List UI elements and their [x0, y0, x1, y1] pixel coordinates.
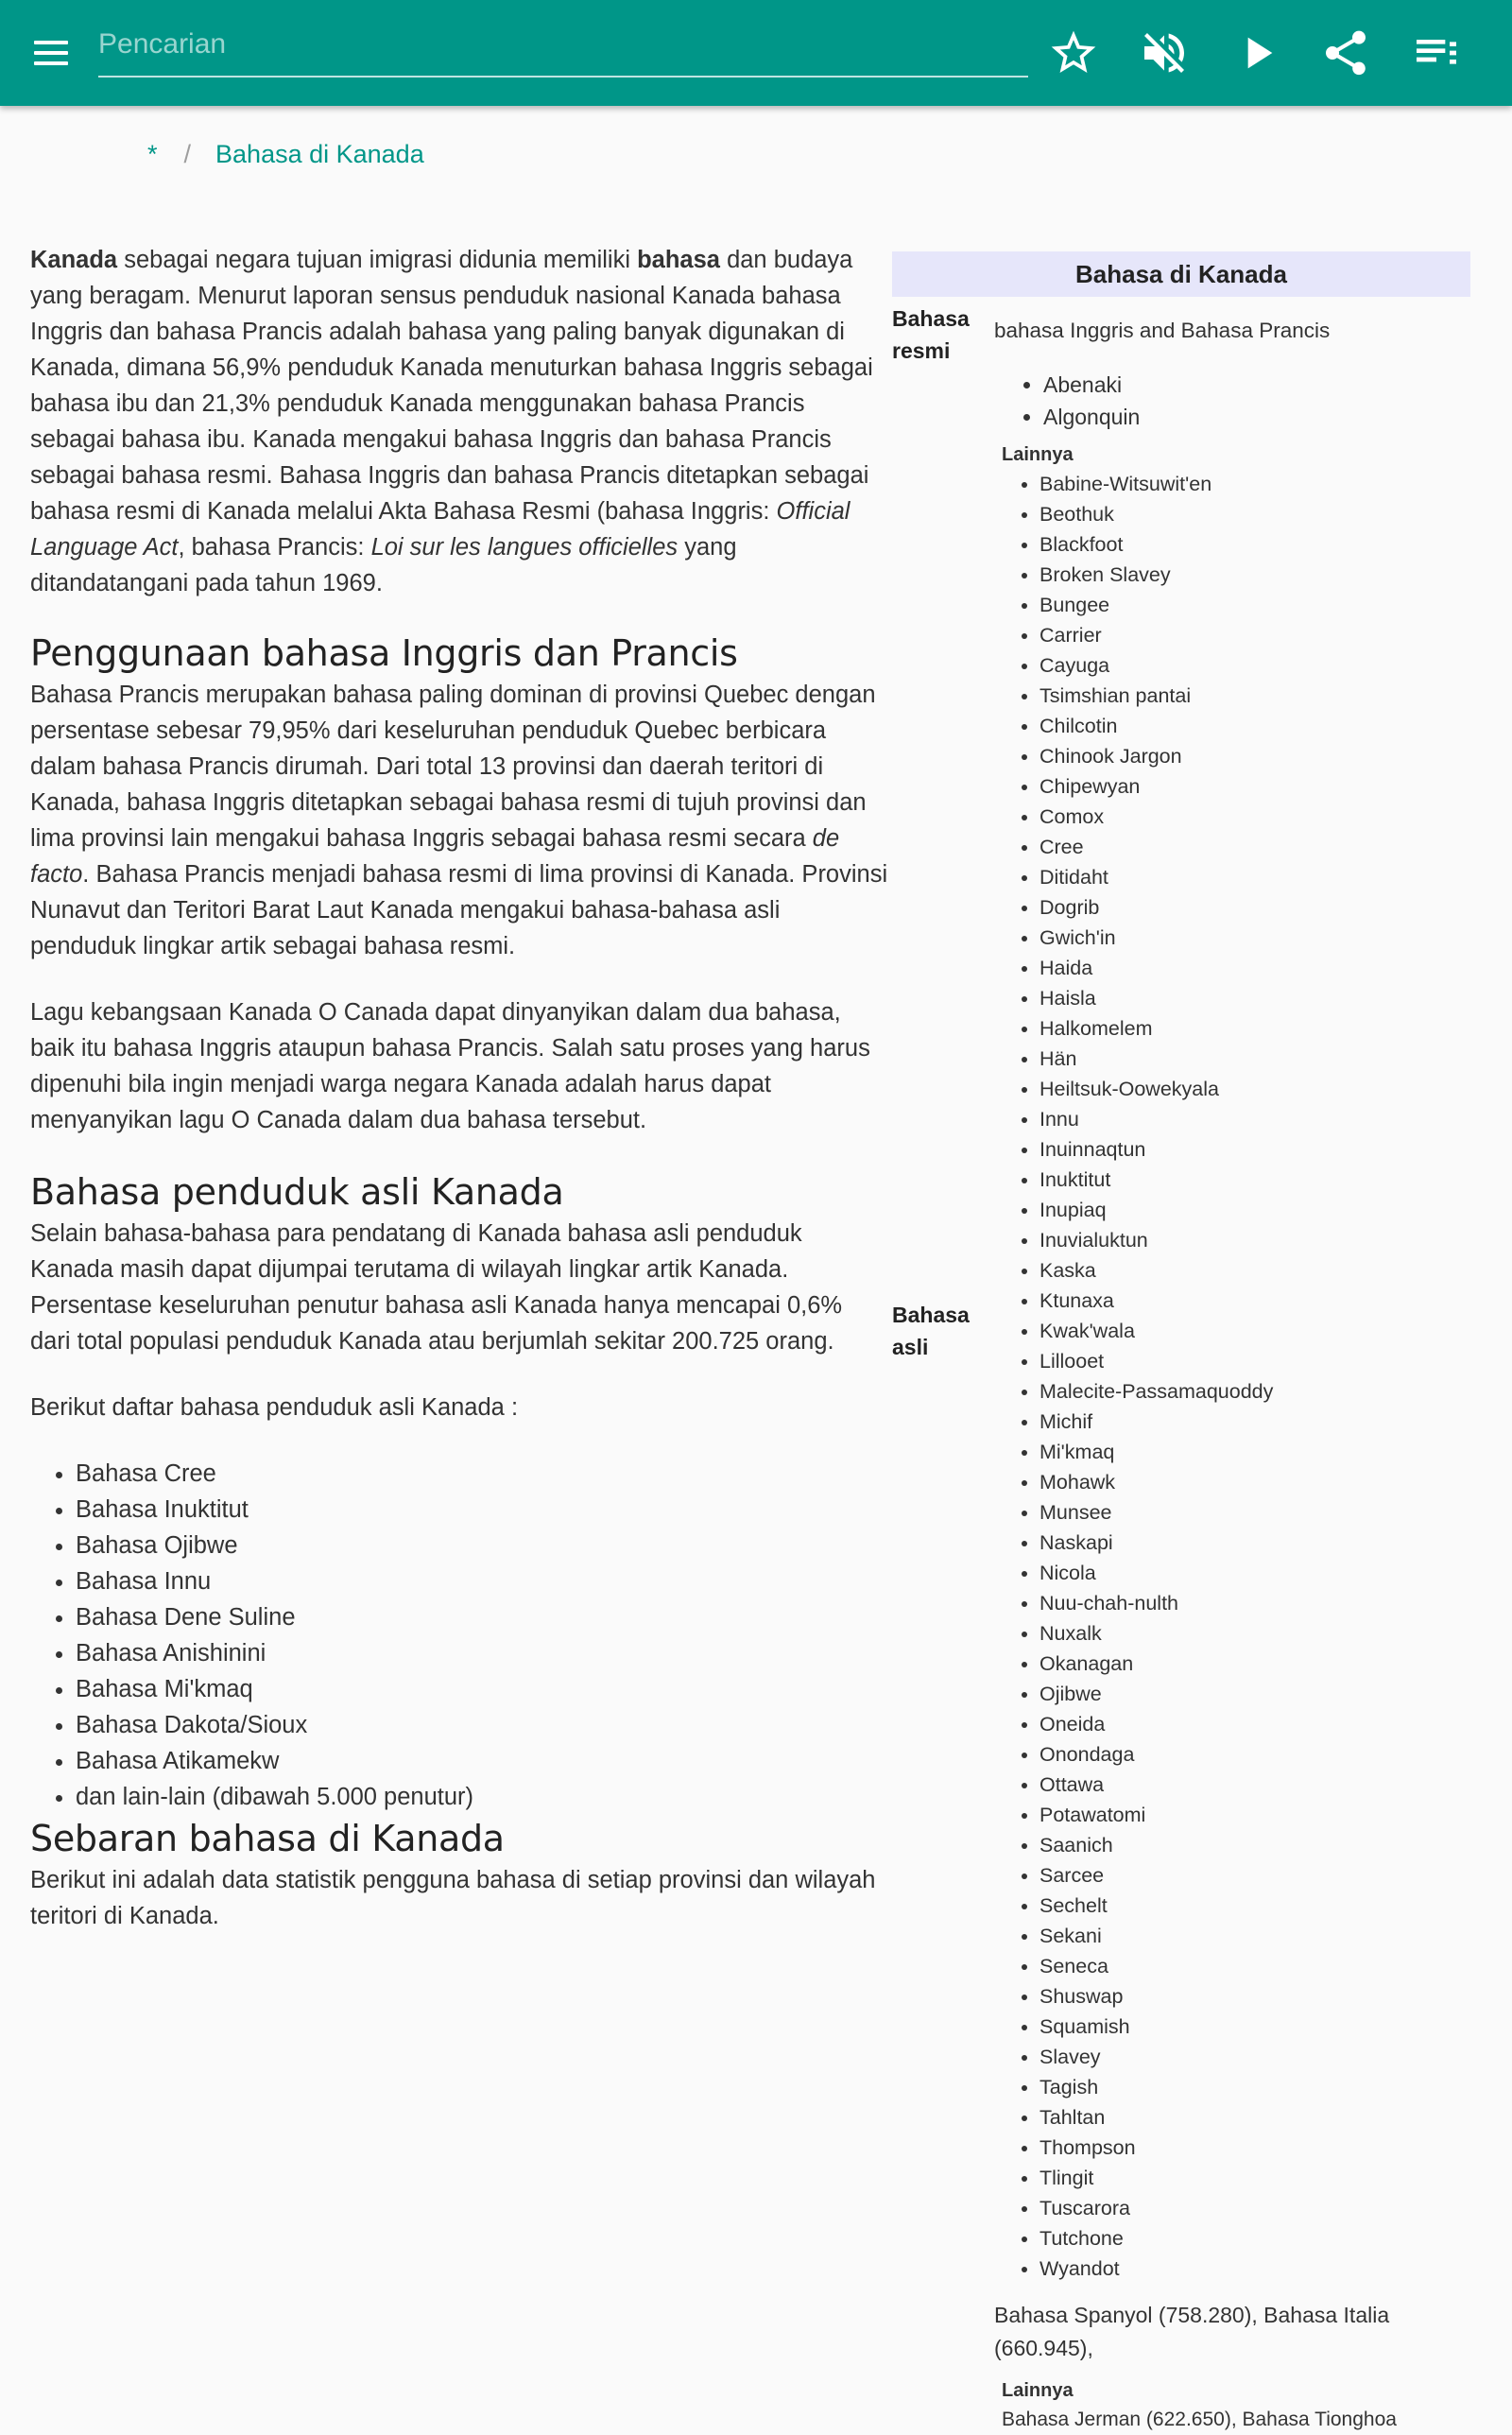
list-item: • Shuswap [1040, 1981, 1470, 2012]
menu-icon[interactable] [32, 34, 70, 72]
list-item: • Tagish [1040, 2072, 1470, 2102]
list-item: • Tsimshian pantai [1040, 681, 1470, 711]
list-item: • Oneida [1040, 1709, 1470, 1739]
list-item: • Potawatomi [1040, 1800, 1470, 1830]
list-item: • Ojibwe [1040, 1679, 1470, 1709]
section2-paragraph-1: Selain bahasa-bahasa para pendatang di Kanada bahasa asli penduduk Kanada masih dapat dijumpai terutama di wilayah lingkar artik Kanada. Persentase keseluruhan penutur bahasa asli Kanada hanya mencapai 0,6% dari total populasi penduduk Kanada atau berjumlah sekitar 200.725 orang. [30, 1220, 843, 1355]
list-item: • Sechelt [1040, 1891, 1470, 1921]
list-item: • Chinook Jargon [1040, 741, 1470, 771]
list-item: • Sarcee [1040, 1860, 1470, 1891]
list-item: • Beothuk [1040, 499, 1470, 529]
list-item: • Haida [1040, 953, 1470, 983]
list-item: • Innu [1040, 1104, 1470, 1134]
list-item: • Kaska [1040, 1255, 1470, 1286]
play-icon[interactable] [1230, 26, 1283, 79]
list-item: • Algonquin [1043, 401, 1470, 433]
breadcrumb-home-link[interactable]: * [147, 140, 158, 168]
list-item: • Tutchone [1040, 2223, 1470, 2254]
list-item: • Slavey [1040, 2042, 1470, 2072]
infobox-value-lainnya-2: Bahasa Jerman (622.650), Bahasa Tionghoa [1002, 2409, 1397, 2430]
section-heading-sebaran: Sebaran bahasa di Kanada [30, 1818, 505, 1859]
list-item: • Inuinnaqtun [1040, 1134, 1470, 1165]
star-icon[interactable] [1047, 26, 1100, 79]
article-body [30, 242, 888, 1934]
section2-paragraph-2: Berikut daftar bahasa penduduk asli Kanada : [30, 1394, 519, 1421]
native-main-list [994, 369, 1470, 433]
list-item: • Abenaki [1043, 369, 1470, 401]
playlist-icon[interactable] [1410, 26, 1463, 79]
infobox-label-asli: Bahasa asli [892, 1303, 970, 1359]
list-item: • Saanich [1040, 1830, 1470, 1860]
list-item: • Bahasa Anishinini [76, 1635, 888, 1671]
list-item: • Onondaga [1040, 1739, 1470, 1770]
list-item: • Inuktitut [1040, 1165, 1470, 1195]
infobox [892, 251, 1470, 2430]
list-item: • Mi'kmaq [1040, 1437, 1470, 1467]
list-item: • Halkomelem [1040, 1013, 1470, 1044]
list-item: • Bahasa Dene Suline [76, 1599, 888, 1635]
infobox-title: Bahasa di Kanada [892, 251, 1470, 297]
breadcrumb-separator: / [183, 140, 192, 168]
search-field[interactable] [98, 17, 1028, 78]
list-item: • Blackfoot [1040, 529, 1470, 560]
intro-bold-bahasa: bahasa [637, 247, 720, 273]
list-item: • Bahasa Ojibwe [76, 1528, 888, 1563]
native-language-list [30, 1456, 888, 1815]
list-item: • Bungee [1040, 590, 1470, 620]
infobox-sublabel-lainnya: Lainnya [1002, 444, 1074, 465]
list-item: • Gwich'in [1040, 923, 1470, 953]
list-item: • Kwak'wala [1040, 1316, 1470, 1346]
share-icon[interactable] [1319, 26, 1372, 79]
list-item: • Michif [1040, 1407, 1470, 1437]
list-item: • Squamish [1040, 2012, 1470, 2042]
section1-paragraph-1: Bahasa Prancis merupakan bahasa paling dominan di provinsi Quebec dengan persentase sebesar 79,95% dari keseluruhan penduduk Quebec berbicara dalam bahasa Prancis dirumah. Dari total 13 provinsi dan daerah teritori di Kanada, bahasa Inggris ditetapkan sebagai bahasa resmi di tujuh provinsi dan lima provinsi lain mengakui bahasa Inggris sebagai bahasa resmi secara de facto. Bahasa Prancis menjadi bahasa resmi di lima provinsi di Kanada. Provinsi Nunavut dan Teritori Barat Laut Kanada mengakui bahasa-bahasa asli penduduk lingkar artik sebagai bahasa resmi. [30, 682, 888, 959]
section-heading-inggris-prancis: Penggunaan bahasa Inggris dan Prancis [30, 632, 738, 674]
list-item: • Nuxalk [1040, 1618, 1470, 1649]
list-item: • Thompson [1040, 2133, 1470, 2163]
intro-paragraph: Kanada sebagai negara tujuan imigrasi didunia memiliki bahasa dan budaya yang beragam. Menurut laporan sensus penduduk nasional Kanada bahasa Inggris dan bahasa Prancis adalah bahasa yang paling banyak digunakan di Kanada, dimana 56,9% penduduk Kanada menuturkan bahasa Inggris sebagai bahasa ibu dan 21,3% penduduk Kanada menggunakan bahasa Prancis sebagai bahasa ibu. Kanada mengakui bahasa Inggris dan bahasa Prancis sebagai bahasa resmi. Bahasa Inggris dan bahasa Prancis ditetapkan sebagai bahasa resmi di Kanada melalui Akta Bahasa Resmi (bahasa Inggris: Official Language Act, bahasa Prancis: Loi sur les langues officielles yang ditandatangani pada tahun 1969. [30, 247, 873, 596]
list-item: • Seneca [1040, 1951, 1470, 1981]
list-item: • Mohawk [1040, 1467, 1470, 1497]
list-item: • Lillooet [1040, 1346, 1470, 1376]
list-item: • Malecite-Passamaquoddy [1040, 1376, 1470, 1407]
top-app-bar [0, 0, 1512, 106]
list-item: • Munsee [1040, 1497, 1470, 1528]
section1-paragraph-2: Lagu kebangsaan Kanada O Canada dapat dinyanyikan dalam dua bahasa, baik itu bahasa Inggris ataupun bahasa Prancis. Salah satu proses yang harus dipenuhi bila ingin menjadi warga negara Kanada adalah harus dapat menyanyikan lagu O Canada dalam dua bahasa tersebut. [30, 999, 870, 1133]
native-others-list [994, 469, 1470, 2284]
list-item: • Inupiaq [1040, 1195, 1470, 1225]
list-item: • Babine-Witsuwit'en [1040, 469, 1470, 499]
list-item: • Naskapi [1040, 1528, 1470, 1558]
infobox-value-asli [994, 369, 1470, 2435]
list-item: • Cayuga [1040, 650, 1470, 681]
list-item: • Broken Slavey [1040, 560, 1470, 590]
list-item: • Bahasa Mi'kmaq [76, 1671, 888, 1707]
section3-paragraph-1: Berikut ini adalah data statistik pengguna bahasa di setiap provinsi dan wilayah teritori di Kanada. [30, 1867, 876, 1929]
list-item: • Bahasa Dakota/Sioux [76, 1707, 888, 1743]
list-item: • Dogrib [1040, 892, 1470, 923]
list-item: • Ktunaxa [1040, 1286, 1470, 1316]
list-item: • Sekani [1040, 1921, 1470, 1951]
list-item: • Comox [1040, 802, 1470, 832]
infobox-value-resmi: bahasa Inggris and Bahasa Prancis [994, 319, 1331, 342]
list-item: • Tahltan [1040, 2102, 1470, 2133]
list-item: • Cree [1040, 832, 1470, 862]
infobox-value-imigran: Bahasa Spanyol (758.280), Bahasa Italia (660.945), [994, 2303, 1390, 2360]
list-item: • Hän [1040, 1044, 1470, 1074]
list-item: • Bahasa Innu [76, 1563, 888, 1599]
list-item: • Tuscarora [1040, 2193, 1470, 2223]
list-item: • Bahasa Inuktitut [76, 1492, 888, 1528]
list-item: • Haisla [1040, 983, 1470, 1013]
list-item: • dan lain-lain (dibawah 5.000 penutur) [76, 1779, 888, 1815]
list-item: • Ottawa [1040, 1770, 1470, 1800]
infobox-label-resmi: Bahasa resmi [892, 306, 970, 363]
list-item: • Bahasa Cree [76, 1456, 888, 1492]
list-item: • Tlingit [1040, 2163, 1470, 2193]
breadcrumb-current[interactable]: Bahasa di Kanada [215, 140, 424, 168]
intro-bold-kanada: Kanada [30, 247, 118, 273]
list-item: • Nuu-chah-nulth [1040, 1588, 1470, 1618]
list-item: • Chilcotin [1040, 711, 1470, 741]
infobox-sublabel-lainnya-2: Lainnya [1002, 2380, 1074, 2401]
breadcrumb [147, 140, 424, 169]
section-heading-penduduk-asli: Bahasa penduduk asli Kanada [30, 1171, 564, 1213]
list-item: • Heiltsuk-Oowekyala [1040, 1074, 1470, 1104]
list-item: • Inuvialuktun [1040, 1225, 1470, 1255]
volume-off-icon[interactable] [1138, 26, 1191, 79]
list-item: • Okanagan [1040, 1649, 1470, 1679]
list-item: • Wyandot [1040, 2254, 1470, 2284]
list-item: • Nicola [1040, 1558, 1470, 1588]
list-item: • Chipewyan [1040, 771, 1470, 802]
list-item: • Bahasa Atikamekw [76, 1743, 888, 1779]
list-item: • Ditidaht [1040, 862, 1470, 892]
list-item: • Carrier [1040, 620, 1470, 650]
search-input[interactable] [98, 17, 1028, 72]
